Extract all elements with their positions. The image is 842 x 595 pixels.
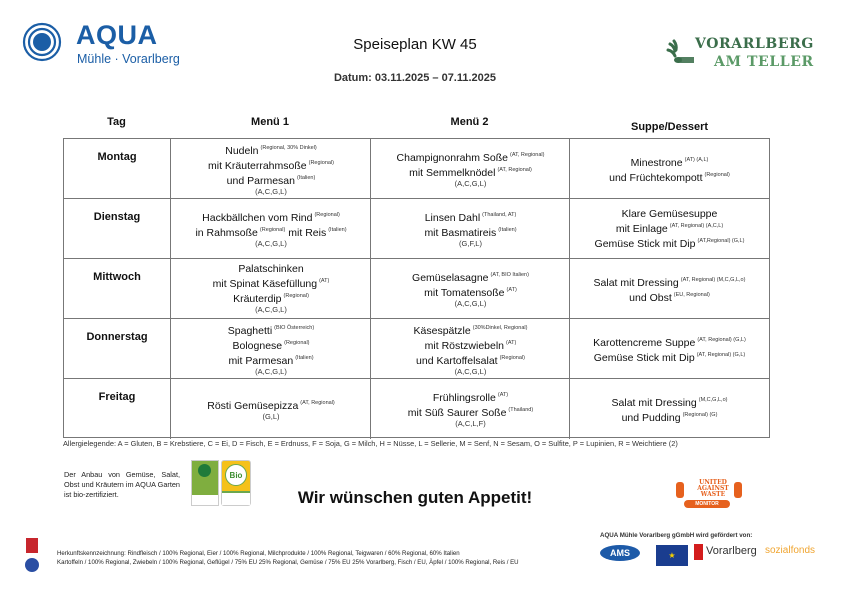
origin-note: (Regional) (G) [682, 411, 718, 418]
menu1-cell [171, 199, 371, 258]
dish-line [593, 334, 746, 349]
menu1-cell [171, 379, 371, 438]
dish-line [629, 289, 710, 304]
origin-note: (AT) [497, 392, 509, 398]
menu2-cell [371, 139, 570, 198]
day-label: Mittwoch [93, 271, 141, 283]
table-row [64, 199, 769, 259]
dish-line [208, 157, 334, 172]
appetit-greeting: Wir wünschen guten Appetit! [297, 488, 533, 507]
person-icon [676, 482, 684, 498]
origin-note: (Regional, 30% Dinkel) [260, 144, 317, 151]
menu1-cell [171, 139, 371, 198]
origin-note: (Regional) [314, 212, 340, 218]
dish-line [424, 284, 517, 299]
allergy-legend: Allergielegende: A = Gluten, B = Krebstiere, C = Ei, D = Fisch, E = Erdnuss, F = Soja, G = Milch, H = Nüsse, L = Sellerie, M = Senf, N = Sesam, O = Sulfite, P = Lupinien, R = Weichtiere (2) [63, 439, 678, 448]
dish-line [425, 209, 517, 224]
day-label: Montag [97, 151, 137, 163]
origin-note: (Italien) [498, 227, 517, 233]
dish-line [612, 394, 728, 409]
soup-cell [570, 379, 769, 438]
dish-text: mit Reis [288, 227, 327, 239]
day-label: Freitag [98, 391, 136, 403]
page-title: Speiseplan KW 45 [353, 36, 477, 53]
day-label: Donnerstag [86, 331, 148, 343]
date-range: Datum: 03.11.2025 – 07.11.2025 [333, 72, 497, 84]
soup-cell [570, 319, 769, 378]
dish-line [202, 209, 340, 224]
allergen-codes: (A,C,G,L) [255, 186, 287, 196]
dish-text: Karottencreme Suppe [593, 336, 696, 349]
dish-text: in Rahmsoße [195, 227, 258, 239]
origin-note: (Italien) [296, 174, 316, 181]
origin-note: (AT) (A,L) [684, 156, 709, 163]
dish-line [416, 352, 525, 367]
dish-line [233, 290, 309, 305]
allergen-codes: (A,C,G,L) [454, 179, 487, 188]
dish-line [595, 235, 745, 250]
dish-text: Frühlingsrolle [432, 392, 496, 404]
dish-text: Kräuterdip [233, 293, 282, 305]
dish-line [594, 274, 746, 289]
origin-note: (Regional) [704, 171, 730, 178]
bio-seal-label: Bio [225, 464, 247, 486]
dish-line [609, 169, 730, 184]
vorarlberg-coat-of-arms-icon [694, 544, 703, 560]
origin-labeling [57, 550, 519, 567]
dish-line [238, 263, 303, 275]
table-row [64, 379, 769, 439]
uaw-monitor-label: MONITOR [684, 500, 730, 508]
dish-text: Gemüselasagne [412, 272, 489, 284]
dish-line [233, 337, 310, 352]
origin-labeling-line2: Kartoffeln / 100% Regional, Zwiebeln / 100% Regional, Geflügel / 75% EU 25% Regional, Gemüse / 75% EU 25% Vorarlberg, Fisch / EU, Äpfel / 100% Regional, Reis / EU [57, 558, 519, 566]
dish-text: Hackbällchen vom Rind [202, 212, 313, 224]
dish-line [227, 172, 316, 187]
dish-text: Gemüse Stick mit Dip [593, 351, 695, 364]
menu2-cell [371, 319, 570, 378]
dish-text: mit Süß Saurer Soße [407, 407, 507, 419]
origin-note: (30%Dinkel, Regional) [472, 324, 528, 331]
origin-note: (Thailand, AT) [482, 212, 517, 218]
austria-bio-seal-icon [198, 464, 211, 477]
origin-note: (AT, BIO Italien) [490, 272, 529, 278]
dish-text: Bolognese [232, 339, 283, 352]
origin-note: (AT) [506, 287, 517, 293]
dish-text: Gemüse Stick mit Dip [594, 237, 696, 250]
menu1-cell [171, 259, 371, 318]
eu-circle-icon [25, 558, 39, 572]
dish-text: und Obst [629, 291, 672, 304]
allergen-codes: (A,C,G,L) [454, 366, 487, 376]
origin-note: (AT, Regional) [510, 152, 545, 158]
origin-note: (AT, Regional) (G,L) [697, 336, 746, 343]
vorarlberg-logo-line2: AM TELLER [714, 54, 814, 70]
origin-note: (AT) [319, 278, 330, 284]
origin-note: (AT) [506, 339, 517, 346]
vorarlberg-logo-line1: VORARLBERG [695, 36, 814, 52]
dish-line [225, 142, 317, 157]
origin-note: (AT, Regional) (A,C,L) [669, 222, 724, 229]
dish-text: mit Spinat Käsefüllung [212, 278, 318, 290]
dish-line [424, 224, 516, 239]
sozialfonds-logo: sozialfonds [765, 545, 816, 556]
dish-text: mit Kräuterrahmsoße [208, 159, 307, 172]
eu-organic-logo [191, 460, 219, 506]
origin-note: (Regional) [499, 354, 525, 361]
dish-text: Klare Gemüsesuppe [621, 207, 718, 220]
dish-text: mit Tomatensoße [424, 287, 505, 299]
dish-text: Spaghetti [227, 324, 273, 337]
dish-text: Käsespätzle [413, 324, 471, 337]
menu1-cell [171, 319, 371, 378]
united-against-waste-logo [672, 480, 752, 510]
origin-note: (AT, Regional) (G,L) [696, 351, 746, 358]
origin-note: (Regional) [283, 293, 309, 299]
vorarlberg-am-teller-logo [666, 36, 816, 70]
column-header-menu1: Menü 1 [251, 116, 289, 128]
dish-text: Palatschinken [238, 263, 304, 275]
leaf-fork-icon [666, 38, 696, 68]
allergen-codes: (A,C,G,L) [255, 305, 287, 314]
soup-cell [570, 139, 769, 198]
allergen-codes: (A,C,L,F) [455, 419, 486, 428]
dish-line [425, 337, 517, 352]
coat-of-arms-icon [26, 538, 38, 553]
origin-note: (Regional) [284, 339, 310, 346]
dish-line [631, 154, 709, 169]
dish-line [228, 352, 313, 367]
dish-text: Minestrone [630, 156, 683, 169]
dish-line [408, 404, 533, 419]
table-row [64, 259, 769, 319]
dish-text: Linsen Dahl [424, 212, 481, 224]
dish-text: Salat mit Dressing [611, 396, 697, 409]
soup-cell [570, 199, 769, 258]
ams-logo: AMS [600, 545, 640, 561]
origin-note: (Thailand) [508, 407, 534, 413]
origin-note: (AT, Regional) (M,C,G,L,o) [680, 276, 746, 283]
dish-line [213, 275, 330, 290]
origin-note: (AT, Regional) [497, 167, 532, 173]
origin-note: (AT,Regional) (G,L) [697, 237, 745, 244]
allergen-codes: (A,C,G,L) [255, 366, 287, 376]
dish-text: mit Basmatireis [424, 227, 497, 239]
menu2-cell [371, 199, 570, 258]
dish-line [195, 224, 346, 239]
person-icon [734, 482, 742, 498]
dish-line [616, 220, 723, 235]
allergen-codes: (A,C,G,L) [255, 239, 287, 248]
origin-note: (EU, Regional) [673, 291, 710, 298]
aqua-logo-subtitle: Mühle · Vorarlberg [77, 52, 180, 66]
origin-note: (BIO Österreich) [274, 324, 315, 331]
dish-line [397, 149, 545, 164]
dish-text: und Pudding [621, 411, 681, 424]
origin-note: (M,C,G,L,o) [698, 396, 728, 403]
allergen-codes: (G,F,L) [459, 239, 482, 248]
dish-text: Rösti Gemüsepizza [207, 399, 299, 412]
dish-text: und Früchtekompott [609, 171, 703, 184]
dish-line [228, 322, 314, 337]
uaw-logo-text: UNITED AGAINST WASTE [697, 479, 729, 498]
soup-cell [570, 259, 769, 318]
origin-note: (Regional) [259, 227, 286, 233]
dish-text: mit Parmesan [228, 354, 294, 367]
origin-note: (Italien) [328, 227, 347, 233]
dish-text: Champignonrahm Soße [396, 152, 509, 164]
bio-seal-logo [221, 460, 251, 506]
dish-text: mit Semmelknödel [409, 167, 496, 179]
origin-note: (Regional) [308, 159, 334, 166]
menu2-cell [371, 259, 570, 318]
dish-line [412, 269, 529, 284]
table-row [64, 139, 769, 199]
eu-stars-icon: ★ [668, 551, 676, 560]
aqua-logo-name: AQUA [76, 20, 158, 50]
origin-labeling-line1: Herkunftskennzeichnung: Rindfleisch / 100% Regional, Eier / 100% Regional, Milchprodukte / 100% Regional, Teigwaren / 60% Regional, 60% Italien [57, 550, 460, 557]
dish-text: und Parmesan [226, 174, 295, 187]
dish-line [207, 397, 335, 412]
dish-line [414, 322, 528, 337]
day-label: Dienstag [93, 211, 141, 223]
column-header-tag: Tag [107, 116, 126, 128]
column-header-soup-dessert: Suppe/Dessert [630, 121, 709, 133]
dish-text: mit Röstzwiebeln [424, 339, 505, 352]
dish-text: Salat mit Dressing [593, 276, 679, 289]
allergen-codes: (A,C,G,L) [454, 299, 487, 308]
dish-text: und Kartoffelsalat [416, 354, 498, 367]
allergen-codes: (G,L) [262, 411, 280, 421]
origin-note: (Italien) [295, 354, 314, 361]
dish-line [594, 349, 745, 364]
funding-text: AQUA Mühle Vorarlberg gGmbH wird gefördert von: [600, 532, 753, 539]
eu-flag-logo [656, 545, 688, 566]
dish-line [622, 409, 718, 424]
origin-note: (AT, Regional) [300, 399, 335, 406]
dish-line [433, 389, 508, 404]
column-header-menu2: Menü 2 [450, 116, 489, 128]
menu2-cell [371, 379, 570, 438]
dish-text: mit Einlage [615, 222, 668, 235]
dish-text: Nudeln [225, 144, 259, 157]
menu-table [63, 138, 770, 438]
table-row [64, 319, 769, 379]
dish-line [409, 164, 532, 179]
dish-line [622, 208, 718, 220]
vorarlberg-funder-logo: Vorarlberg [706, 545, 757, 557]
bio-certification-text: Der Anbau von Gemüse, Salat, Obst und Kräutern im AQUA Garten ist bio-zertifiziert. [64, 470, 180, 499]
